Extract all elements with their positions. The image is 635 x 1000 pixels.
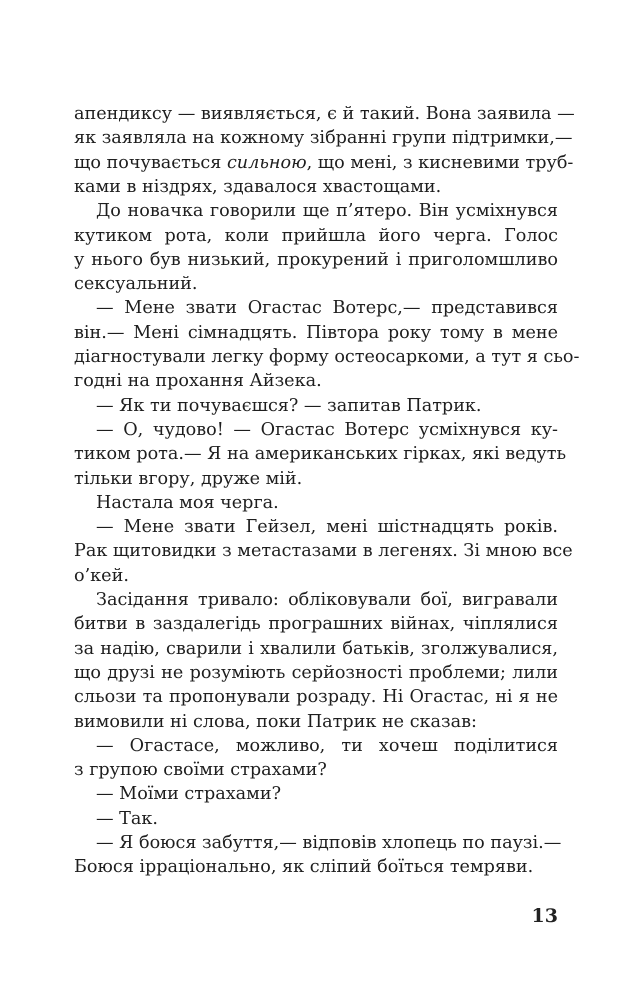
text-line: — Огастасе, можливо, ти хочеш поділитися	[96, 735, 558, 756]
text-line: Рак щитовидки з метастазами в легенях. Зі мною все	[74, 541, 573, 562]
text-line: тиком рота.— Я на американських гірках, які ведуть	[74, 444, 567, 465]
text-line: — Як ти почуваєшся? — запитав Патрик.	[96, 395, 482, 416]
text-line: — Моїми страхами?	[96, 784, 282, 805]
text-line: діагностували легку форму остеосаркоми, а тут я сьо-	[74, 347, 580, 367]
text-line: До новачка говорили ще п’ятеро. Він усміхнувся	[96, 201, 558, 222]
text-line: Боюся ірраціонально, як сліпий боїться темряви.	[74, 857, 534, 878]
text-line: апендиксу — виявляється, є й такий. Вона заявила —	[74, 104, 575, 124]
text-line: тільки вгору, друже мій.	[74, 468, 303, 489]
text-fragment: , що мені, з кисневими труб-	[306, 152, 574, 173]
text-line: сльози та пропонували розраду. Ні Огастас, ні я не	[74, 687, 558, 708]
text-line: Засідання тривало: обліковували бої, вигравали	[96, 590, 558, 610]
text-line: Настала моя черга.	[96, 492, 279, 513]
text-line: — Мене звати Огастас Вотерс,— представився	[96, 298, 558, 319]
text-line: ками в ніздрях, здавалося хвастощами.	[74, 176, 442, 197]
text-line: о’кей.	[74, 565, 129, 586]
text-fragment: що почувається	[74, 152, 227, 173]
text-line: кутиком рота, коли прийшла його черга. Голос	[74, 225, 558, 246]
text-line: вимовили ні слова, поки Патрик не сказав:	[74, 711, 477, 732]
text-line-with-italic	[74, 151, 574, 175]
text-line: з групою своїми страхами?	[74, 760, 327, 781]
text-line: годні на прохання Айзека.	[74, 371, 322, 392]
text-line: сексуальний.	[74, 274, 198, 295]
text-line: за надію, сварили і хвалили батьків, зголжувалися,	[74, 638, 558, 659]
italic-word: сильною	[226, 152, 307, 173]
text-line: у нього був низький, прокурений і приголомшливо	[74, 249, 558, 270]
text-line: як заявляла на кожному зібранні групи підтримки,—	[74, 128, 573, 149]
text-line: — Я боюся забуття,— відповів хлопець по паузі.—	[96, 833, 562, 853]
text-line: битви в заздалегідь програшних війнах, чіплялися	[74, 614, 558, 635]
text-line: — Так.	[96, 808, 158, 829]
page-number: 13	[531, 905, 558, 927]
text-line: — Мене звати Гейзел, мені шістнадцять років.	[96, 517, 558, 538]
text-line: — О, чудово! — Огастас Вотерс усміхнувся ку-	[96, 419, 558, 440]
text-line: що друзі не розуміють серйозності проблеми; лили	[74, 662, 558, 683]
text-line: він.— Мені сімнадцять. Півтора року тому в мене	[74, 322, 558, 343]
